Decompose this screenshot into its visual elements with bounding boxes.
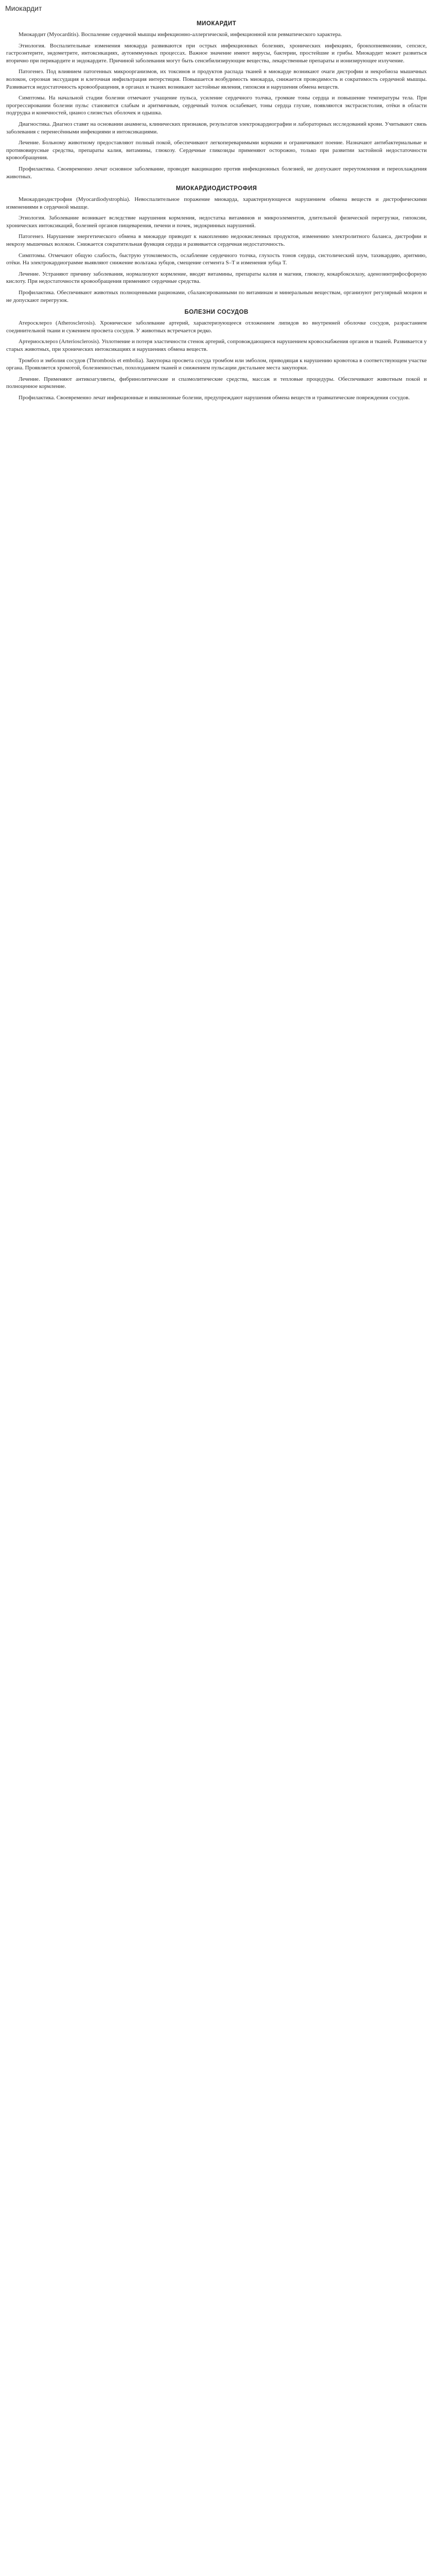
paragraph: Артериосклероз (Arteriosclerosis). Уплотнение и потеря эластичности стенок артерий, сопровождающиеся нарушением кровоснабжения органов и тканей. Развивается у старых животных, при хронических интоксикациях и нарушениях обмена веществ. [6, 338, 427, 352]
paragraph: Тромбоз и эмболия сосудов (Thrombosis et embolia). Закупорка просвета сосуда тромбом или эмболом, приводящая к нарушению кровотока в соответствующем участке органа. Проявляется хромотой, болезненностью, похолоданием тканей и снижением пульсации дистальнее места закупорки. [6, 357, 427, 371]
document-header [0, 0, 436, 18]
paragraph: Профилактика. Своевременно лечат инфекционные и инвазионные болезни, предупреждают нарушения обмена веществ и травматические повреждения сосудов. [19, 394, 410, 401]
section-myocarditis [6, 21, 427, 180]
paragraph: Патогенез. Под влиянием патогенных микроорганизмов, их токсинов и продуктов распада тканей в миокарде возникают очаги дистрофии и некробиоза мышечных волокон, серозная экссудация и клеточная инфильтрация интерстиция. Повышается возбудимость миокарда, снижается проводимость и сократимость сердечной мышцы. Развивается недостаточность кровообращения, в органах и тканях возникают застойные явления, гипоксия и нарушения обмена веществ. [6, 69, 427, 90]
paragraph: Симптомы. Отмечают общую слабость, быструю утомляемость, ослабление сердечного толчка, глухость тонов сердца, систолический шум, тахикардию, аритмию, отёки. На электрокардиограмме выявляют снижение вольтажа зубцов, смещение сегмента S–T и изменения зубца T. [6, 252, 427, 266]
section-heading: БОЛЕЗНИ СОСУДОВ [184, 309, 249, 316]
paragraph: Лечение. Применяют антикоагулянты, фибринолитические и спазмолитические средства, массаж и тепловые процедуры. Обеспечивают животным покой и полноценное кормление. [6, 376, 427, 390]
section-vascular-diseases [6, 309, 427, 401]
paragraph: Этиология. Воспалительные изменения миокарда развиваются при острых инфекционных болезнях, хронических инфекциях, бронхопневмонии, сепсисе, гастроэнтерите, эндометрите, интоксикациях, аутоиммунных процессах. Важное значение имеют вирусы, бактерии, простейшие и грибы. Миокардит может развиться вторично при перикардите и эндокардите. Причиной заболевания могут быть сенсибилизирующие вещества, лекарственные препараты и ионизирующее излучение. [6, 42, 427, 64]
paragraph: Диагностика. Диагноз ставят на основании анамнеза, клинических признаков, результатов электрокардиографии и лабораторных исследований крови. Учитывают связь заболевания с перенесёнными инфекциями и интоксикациями. [6, 121, 427, 135]
section-myocardiodystrophy [6, 185, 427, 304]
paragraph: Этиология. Заболевание возникает вследствие нарушения кормления, недостатка витаминов и микроэлементов, длительной физической перегрузки, гипоксии, хронических интоксикаций, болезней органов пищеварения, печени и почек, эндокринных нарушений. [6, 215, 427, 229]
section-heading: МИОКАРДИТ [196, 21, 237, 27]
paragraph: Симптомы. На начальной стадии болезни отмечают учащение пульса, усиление сердечного толчка, громкие тоны сердца и повышение температуры тела. При прогрессировании болезни пульс становится слабым и аритмичным, сердечный толчок ослабевает, тоны сердца глухие, появляются экстрасистолия, отёки в области подгрудка и конечностей, цианоз слизистых оболочек и одышка. [6, 95, 427, 116]
paragraph: Миокардиодистрофия (Myocardiodystrophia). Невоспалительное поражение миокарда, характеризующееся нарушением обмена веществ и дистрофическими изменениями в сердечной мышце. [6, 196, 427, 210]
paragraph: Профилактика. Обеспечивают животных полноценными рационами, сбалансированными по витаминам и минеральным веществам, организуют регулярный моцион и не допускают перегрузок. [6, 290, 427, 303]
paragraph: Атеросклероз (Atherosclerosis). Хроническое заболевание артерий, характеризующееся отложением липидов во внутренней оболочке сосудов, разрастанием соединительной ткани и сужением просвета сосудов. У животных встречается редко. [6, 320, 427, 334]
paragraph: Лечение. Устраняют причину заболевания, нормализуют кормление, вводят витамины, препараты калия и магния, глюкозу, кокарбоксилазу, аденозинтрифосфорную кислоту. При недостаточности кровообращения применяют сердечные средства. [6, 270, 427, 285]
paragraph: Миокардит (Myocarditis). Воспаление сердечной мышцы инфекционно-аллергической, инфекционной или ревматического характера. [19, 31, 342, 38]
document-title: Миокардит [5, 4, 42, 12]
document-body [0, 21, 436, 402]
paragraph: Профилактика. Своевременно лечат основное заболевание, проводят вакцинацию против инфекционных болезней, не допускают переутомления и переохлаждения животных. [6, 165, 427, 180]
section-heading: МИОКАРДИОДИСТРОФИЯ [176, 185, 257, 192]
paragraph: Лечение. Больному животному предоставляют полный покой, обеспечивают легкопереваримыми кормами и ограничивают поение. Назначают антибактериальные и противовирусные средства, препараты калия, витамины, глюкозу. Сердечные гликозиды применяют осторожно, только при развитии застойной недостаточности кровообращения. [6, 140, 427, 161]
paragraph: Патогенез. Нарушение энергетического обмена в миокарде приводит к накоплению недоокисленных продуктов, изменению электролитного баланса, дистрофии и некрозу мышечных волокон. Снижается сократительная функция сердца и развивается сердечная недостаточность. [6, 233, 427, 248]
